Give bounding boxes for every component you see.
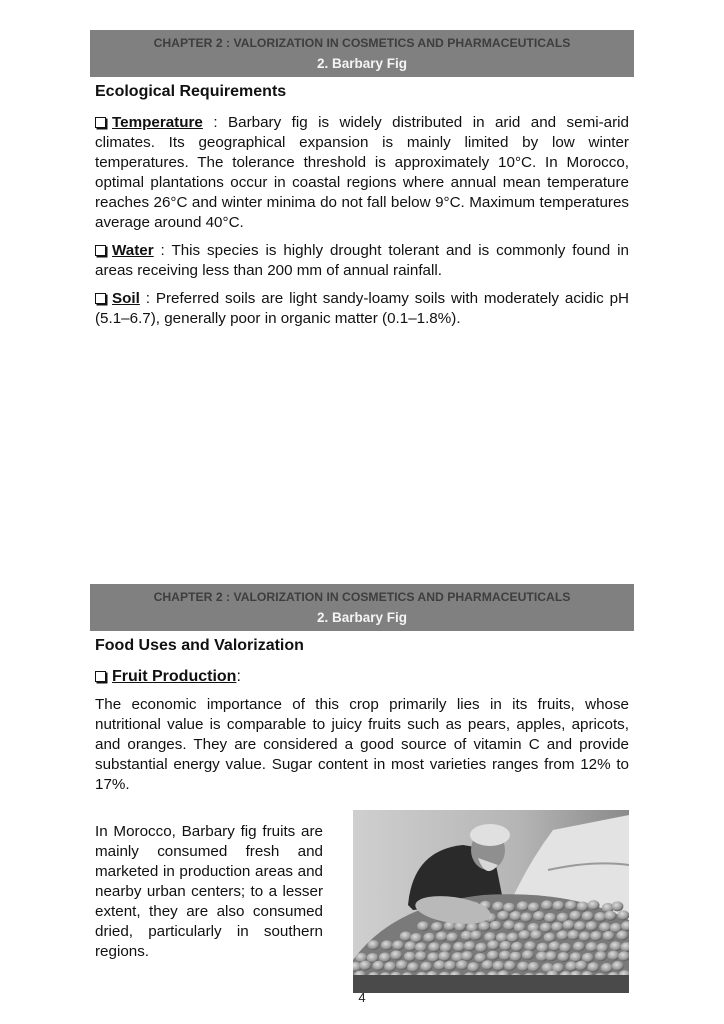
fig-fruit [577,901,589,911]
fig-fruit [590,931,602,941]
fig-fruit [510,952,522,962]
fig-fruit [490,921,502,931]
fig-fruit [557,930,569,940]
chapter-title: CHAPTER 2 : VALORIZATION IN COSMETICS AND PHARMACEUTICALS [153,590,571,604]
body-paragraph: The economic importance of this crop primarily lies in its fruits, whose nutritional value is comparable to juicy fruits such as pears, apples, apricots, and oranges. They are considered a good source of vitamin C and provide substantial energy value. Sugar content in most varieties ranges from 12% to 17%. [95,696,629,793]
fig-fruit [440,943,452,953]
fig-fruit [522,950,534,960]
fig-fruit [552,901,564,911]
fig-fruit [487,940,499,950]
fig-fruit [453,942,465,952]
fig-fruit [586,921,598,931]
fig-fruit [417,921,429,931]
fig-fruit [511,942,523,952]
checkbox-bullet-icon [95,245,106,256]
fig-fruit [611,901,623,911]
fig-fruit [499,951,511,961]
subheading-suffix: : [236,668,241,685]
fig-fruit [415,951,427,961]
fig-fruit [616,930,628,940]
fig-fruit [504,961,516,971]
fig-fruit [563,920,575,930]
fig-fruit [396,960,408,970]
fig-fruit [497,911,509,921]
bullet-separator: : [202,114,228,131]
fig-fruit [520,912,532,922]
fig-fruit [558,952,570,962]
bullet-text: This species is highly drought tolerant and is commonly found in areas receiving less than 200 mm of annual rainfall. [95,242,629,279]
fig-fruit [436,931,448,941]
fig-fruit [569,911,581,921]
fig-fruit [461,951,473,961]
photo-graphic [353,810,629,993]
page-section-food-uses [90,584,634,995]
fig-fruit [610,941,622,951]
fig-fruit [493,961,505,971]
fig-fruit [595,951,607,961]
fig-fruit [540,923,552,933]
fig-fruit [372,961,384,971]
side-paragraph: In Morocco, Barbary fig fruits are mainly consumed fresh and marketed in production areas and nearby urban centers; to a lesser extent, they are also consumed dried, particularly in southern regions. [95,823,323,960]
checkbox-bullet-icon [95,117,106,128]
checkbox-bullet-icon [95,293,106,304]
fig-fruit [400,931,412,941]
fig-fruit [603,931,615,941]
fig-fruit [549,941,561,951]
fig-fruit [570,952,582,962]
fig-fruit [407,962,419,972]
fig-fruit [617,910,629,920]
fig-fruit [528,962,540,972]
fig-fruit [537,943,549,953]
fig-fruit [573,941,585,951]
bullet-paragraph-water [95,241,629,281]
fig-fruit [507,932,519,942]
fig-fruit [500,941,512,951]
fig-fruit [533,911,545,921]
fig-fruit [478,921,490,931]
page-number: 4 [358,990,366,1005]
fig-fruit [541,900,553,910]
bullet-paragraph-temperature [95,113,629,233]
fig-fruit [487,950,499,960]
chapter-header-bar [90,30,634,77]
fig-fruit [384,962,396,972]
fig-fruit [517,961,529,971]
chapter-title: CHAPTER 2 : VALORIZATION IN COSMETICS AND PHARMACEUTICALS [153,36,571,50]
fig-fruit [464,941,476,951]
fig-fruit [423,933,435,943]
fig-fruit [586,942,598,952]
checkbox-bullet-icon [95,671,106,682]
fig-fruit [579,931,591,941]
fig-fruit [530,930,542,940]
fig-fruit [544,932,556,942]
section-heading: Ecological Requirements [95,83,287,100]
fig-fruit [420,962,432,972]
fig-fruit [379,952,391,962]
fig-fruit [601,963,613,973]
bullet-separator: : [153,242,172,259]
fig-fruit [551,922,563,932]
fig-fruit [444,961,456,971]
fig-fruit [574,921,586,931]
fig-fruit [470,930,482,940]
subheading-label: Fruit Production [112,668,237,685]
fig-fruit [434,960,446,970]
fig-fruit [587,962,599,972]
fig-fruit [545,951,557,961]
fig-fruit [612,961,624,971]
bullet-label: Temperature [112,114,203,131]
bullet-label: Water [112,242,154,259]
fig-fruit [510,911,522,921]
section-subtitle: 2. Barbary Fig [316,610,408,625]
fig-fruit [599,922,611,932]
fig-fruit [482,960,494,970]
fig-fruit [381,940,393,950]
fig-fruit [517,901,529,911]
fig-fruit [588,900,600,910]
fig-fruit [607,951,619,961]
fig-fruit [415,942,427,952]
fig-fruit [456,960,468,970]
fig-fruit [582,911,594,921]
fig-fruit [604,911,616,921]
fig-fruit [392,940,404,950]
fig-fruit [503,920,515,930]
bullet-text: Barbary fig is widely distributed in arid and semi-arid climates. Its geographical expansion is mainly limited by low winter temperatures. The tolerance threshold is approximately 10°C. In Morocco, optimal plantations occur in coastal regions where annual mean temperature reaches 26°C and winter minima do not fall below 9°C. Maximum temperatures average around 40°C. [95,114,629,231]
page-section-ecological [90,30,634,329]
text-and-photo [90,805,634,995]
fig-fruit [431,922,443,932]
fig-fruit [446,932,458,942]
chapter-header-bar [90,584,634,631]
fig-fruit [428,942,440,952]
fig-fruit [475,943,487,953]
fig-fruit [390,950,402,960]
fig-fruit [467,962,479,972]
fig-fruit [565,900,577,910]
fig-fruit [404,952,416,962]
section-heading: Food Uses and Valorization [95,637,304,654]
fig-fruit [439,951,451,961]
fig-fruit [519,930,531,940]
bullet-paragraph-soil [95,289,629,329]
fig-fruit [594,912,606,922]
fig-fruit [575,961,587,971]
fig-fruit [367,940,379,950]
fig-fruit [559,943,571,953]
fig-fruit [492,902,504,912]
fig-fruit [544,913,556,923]
market-photo [353,810,629,993]
section-subtitle: 2. Barbary Fig [316,56,408,71]
bullet-label: Soil [112,290,140,307]
fig-fruit [567,930,579,940]
bullet-text: Preferred soils are light sandy-loamy soils with moderately acidic pH (5.1–6.7), generally poor in organic matter (0.1–1.8%). [95,290,629,327]
subheading-fruit-production [95,667,634,687]
fig-fruit [359,960,371,970]
fig-fruit [524,941,536,951]
fig-fruit [528,902,540,912]
fig-fruit [404,941,416,951]
bullet-separator: : [139,290,156,307]
